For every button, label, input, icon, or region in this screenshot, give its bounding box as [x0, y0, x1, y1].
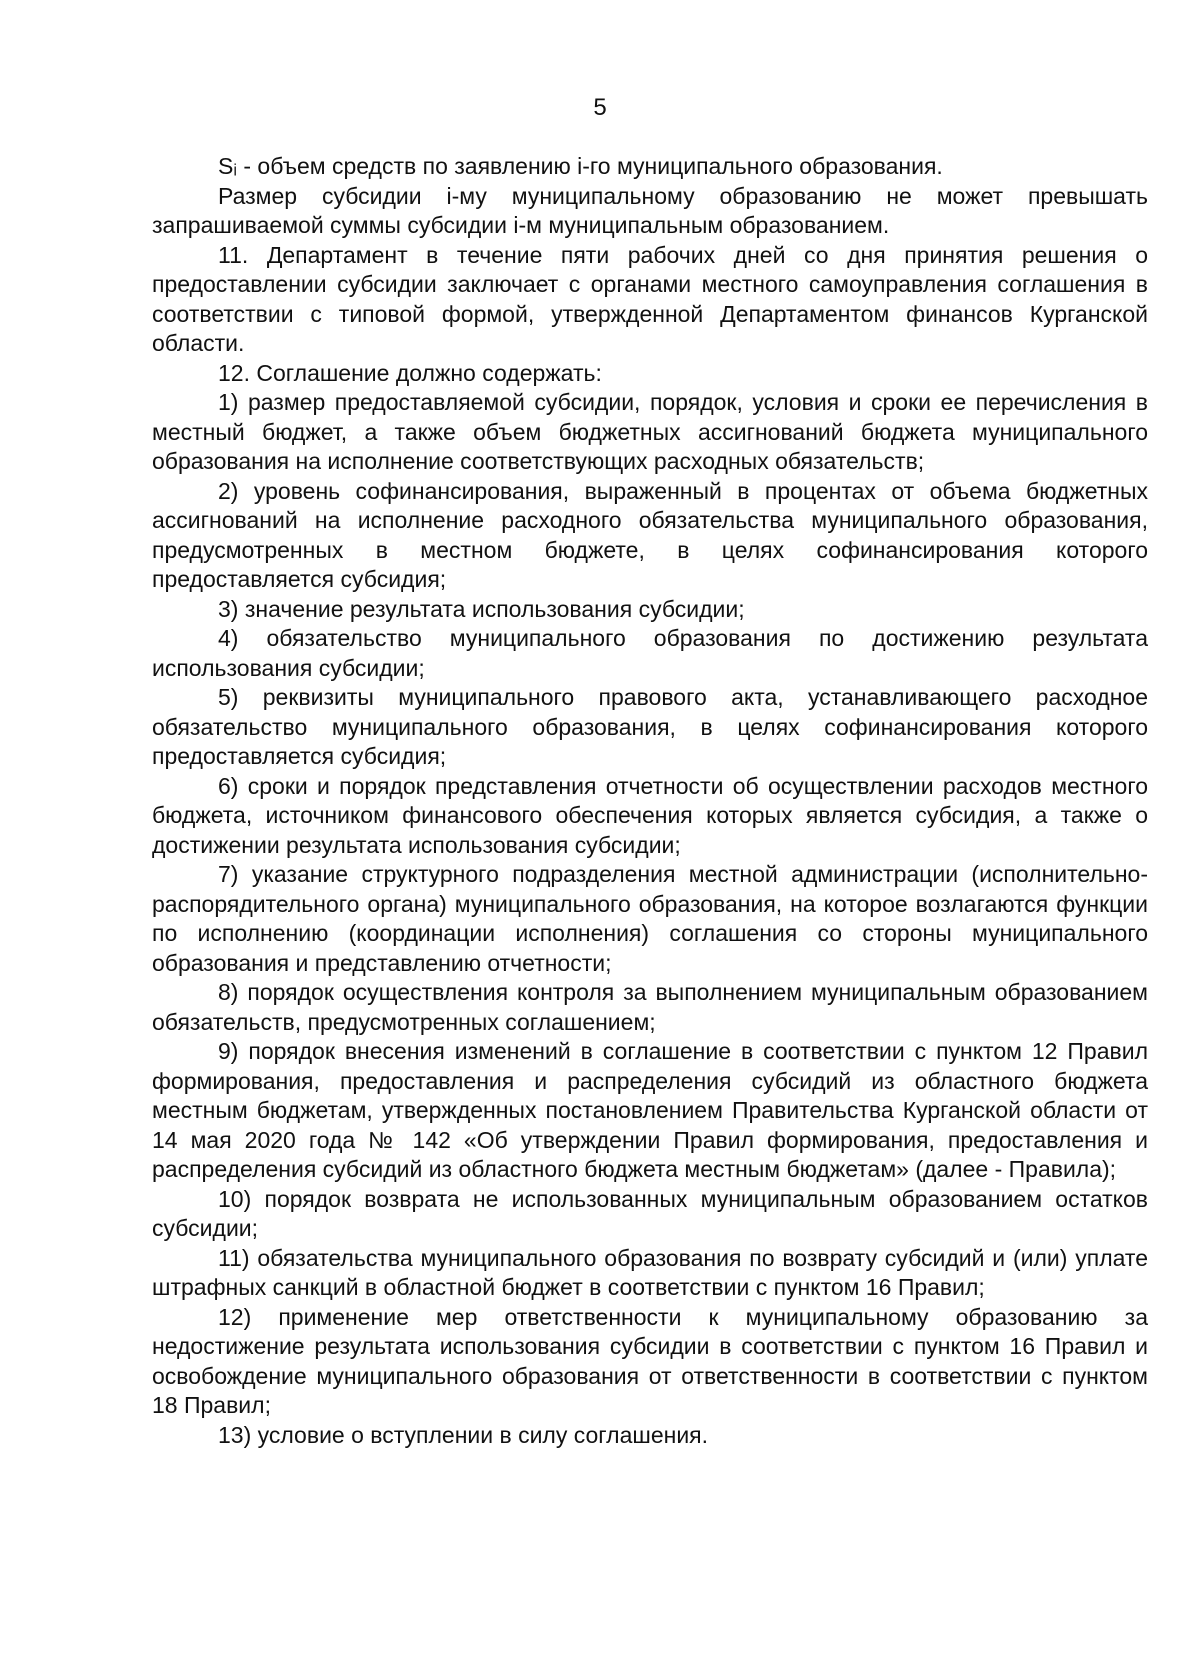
document-body — [152, 152, 1148, 1450]
list-item-7: 7) указание структурного подразделения местной администрации (исполнительно-распорядительного органа) муниципального образования, на которое возлагаются функции по исполнению (координации исполнения) соглашения со стороны муниципального образования и представлению отчетности; — [152, 861, 1148, 976]
list-item-6: 6) сроки и порядок представления отчетности об осуществлении расходов местного бюджета, источником финансового обеспечения которых является субсидия, а также о достижении результата использования субсидии; — [152, 772, 1148, 858]
paragraph-12-heading: 12. Соглашение должно содержать: — [218, 359, 602, 386]
list-item-2: 2) уровень софинансирования, выраженный в процентах от объема бюджетных ассигнований на исполнение расходного обязательства муниципального образования, предусмотренных в местном бюджете, в целях софинансирования которого предоставляется субсидия; — [152, 477, 1148, 592]
list-item-3: 3) значение результата использования субсидии; — [218, 595, 745, 622]
list-item-5: 5) реквизиты муниципального правового акта, устанавливающего расходное обязательство муниципального образования, в целях софинансирования которого предоставляется субсидия; — [152, 684, 1148, 769]
paragraph-subsidy-limit: Размер субсидии i-му муниципальному образованию не может превышать запрашиваемой суммы субсидии i-м муниципальным образованием. — [152, 182, 1148, 238]
list-item-13: 13) условие о вступлении в силу соглашения. — [218, 1421, 709, 1448]
list-item-1: 1) размер предоставляемой субсидии, порядок, условия и сроки ее перечисления в местный бюджет, а также объем бюджетных ассигнований бюджета муниципального образования на исполнение соответствующих расходных обязательств; — [152, 389, 1148, 474]
list-item-8: 8) порядок осуществления контроля за выполнением муниципальным образованием обязательств, предусмотренных соглашением; — [152, 979, 1148, 1035]
list-item-4: 4) обязательство муниципального образования по достижению результата использования субсидии; — [152, 625, 1148, 681]
list-item-10: 10) порядок возврата не использованных муниципальным образованием остатков субсидии; — [152, 1185, 1148, 1241]
list-item-11: 11) обязательства муниципального образования по возврату субсидий и (или) уплате штрафных санкций в областной бюджет в соответствии с пунктом 16 Правил; — [152, 1244, 1148, 1300]
list-item-9: 9) порядок внесения изменений в соглашение в соответствии с пунктом 12 Правил формирования, предоставления и распределения субсидий из областного бюджета местным бюджетам, утвержденных постановлением Правительства Курганской области от 14 мая 2020 года № 142 «Об утверждении Правил формирования, предоставления и распределения субсидий из областного бюджета местным бюджетам» (далее - Правила); — [152, 1038, 1148, 1182]
paragraph-si-definition: Sᵢ - объем средств по заявлению i-го муниципального образования. — [218, 153, 943, 179]
page-number: 5 — [593, 94, 607, 121]
paragraph-11-agreement: 11. Департамент в течение пяти рабочих дней со дня принятия решения о предоставлении субсидии заключает с органами местного самоуправления соглашения в соответствии с типовой формой, утвержденной Департаментом финансов Курганской области. — [152, 241, 1148, 356]
list-item-12: 12) применение мер ответственности к муниципальному образованию за недостижение результата использования субсидии в соответствии с пунктом 16 Правил и освобождение муниципального образования от ответственности в соответствии с пунктом 18 Правил; — [152, 1303, 1148, 1418]
